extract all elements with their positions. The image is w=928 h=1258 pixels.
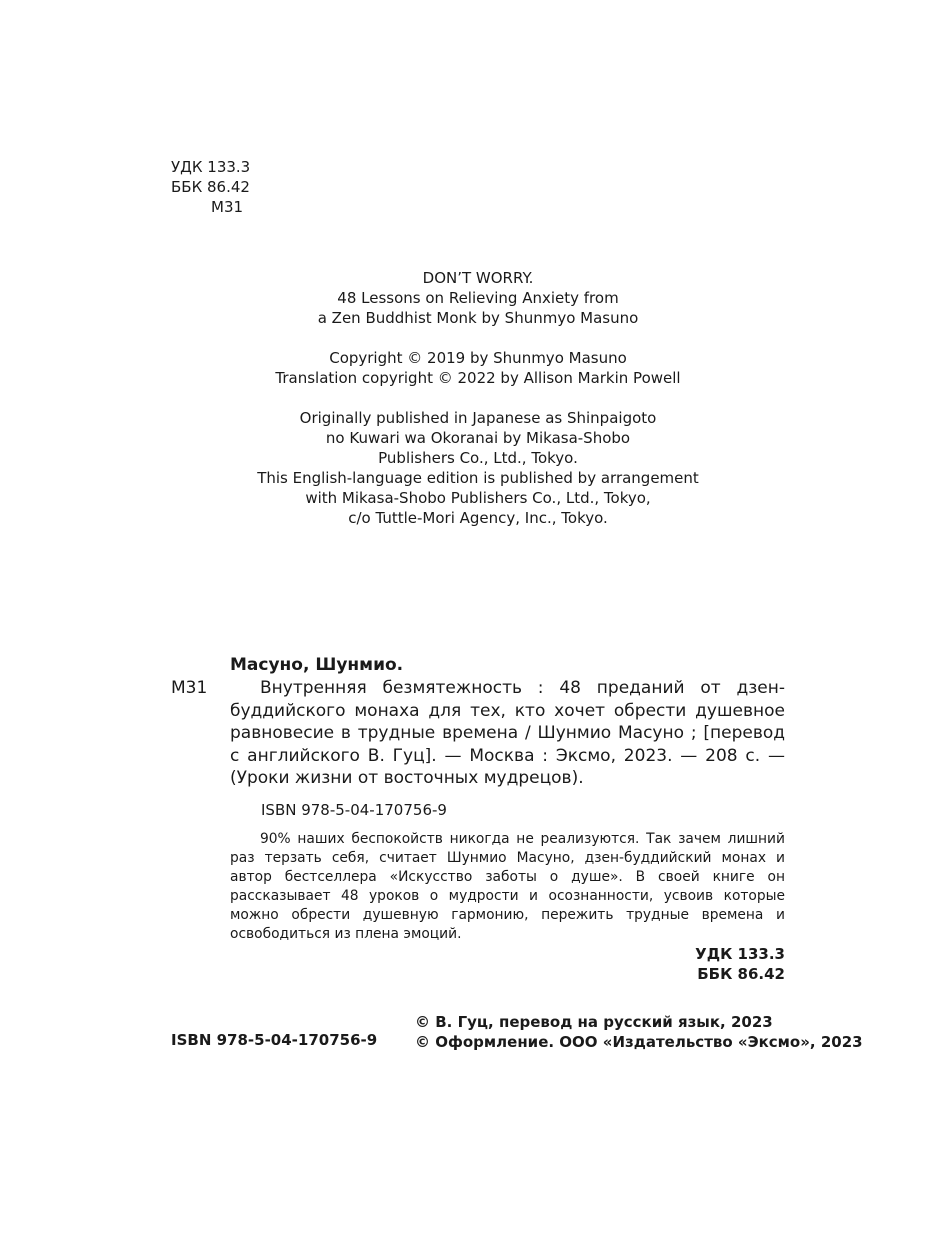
publication-line: no Kuwari wa Okoranai by Mikasa-Shobo	[325, 429, 631, 447]
author-mark-side: М31	[171, 678, 208, 698]
bbk-code-bottom: ББК 86.42	[697, 965, 785, 983]
copyright-design: © Оформление. ООО «Издательство «Эксмо», 2023	[415, 1033, 863, 1051]
description-text: Внутренняя безмятежность : 48 преданий от дзен-буддийского монаха для тех, кто хочет обрести душевное равновесие в трудные времена / Шунмио Масуно ; [перевод с английского В. Гуц]. — Москва : Эксмо, 2023. — 208 с. — (Уроки жизни от восточных мудрецов).	[230, 678, 785, 788]
udk-code: УДК 133.3	[171, 158, 251, 176]
author-heading: Масуно, Шунмио.	[230, 655, 404, 675]
classification-codes-top	[171, 157, 250, 217]
copyright-line: Translation copyright © 2022 by Allison Markin Powell	[275, 369, 681, 387]
bbk-code: ББК 86.42	[171, 178, 250, 196]
isbn-record: ISBN 978-5-04-170756-9	[261, 801, 447, 819]
publication-line: This English-language edition is published by arrangement	[257, 469, 699, 487]
publication-line: c/o Tuttle-Mori Agency, Inc., Tokyo.	[348, 509, 608, 527]
annotation-text: 90% наших беспокойств никогда не реализуются. Так зачем лишний раз терзать себя, считает Шунмио Масуно, дзен-буддийский монах и автор бестселлера «Искусство заботы о душе». В своей книге он рассказывает 48 уроков о мудрости и осознанности, усвоив которые можно обрести душевную гармонию, пережить трудные времена и освободиться из плена эмоций.	[230, 831, 785, 942]
original-title-line: 48 Lessons on Relieving Anxiety from	[337, 289, 619, 307]
publication-line: Publishers Co., Ltd., Tokyo.	[378, 449, 578, 467]
original-title-line: DON’T WORRY.	[422, 269, 534, 287]
isbn-footer: ISBN 978-5-04-170756-9	[171, 1031, 378, 1049]
classification-codes-bottom	[600, 944, 785, 984]
original-edition-info	[170, 268, 786, 528]
copyright-line: Copyright © 2019 by Shunmyo Masuno	[329, 349, 627, 367]
russian-copyright	[415, 1012, 863, 1052]
publication-line: with Mikasa-Shobo Publishers Co., Ltd., Tokyo,	[305, 489, 651, 507]
bibliographic-description	[230, 677, 785, 790]
author-mark: М31	[211, 198, 244, 216]
copyright-notice	[170, 348, 786, 388]
annotation	[230, 830, 785, 944]
original-title	[170, 268, 786, 328]
original-title-line: a Zen Buddhist Monk by Shunmyo Masuno	[317, 309, 639, 327]
copyright-translation: © В. Гуц, перевод на русский язык, 2023	[415, 1013, 773, 1031]
publication-notice	[170, 408, 786, 528]
udk-code-bottom: УДК 133.3	[695, 945, 785, 963]
publication-line: Originally published in Japanese as Shinpaigoto	[299, 409, 657, 427]
